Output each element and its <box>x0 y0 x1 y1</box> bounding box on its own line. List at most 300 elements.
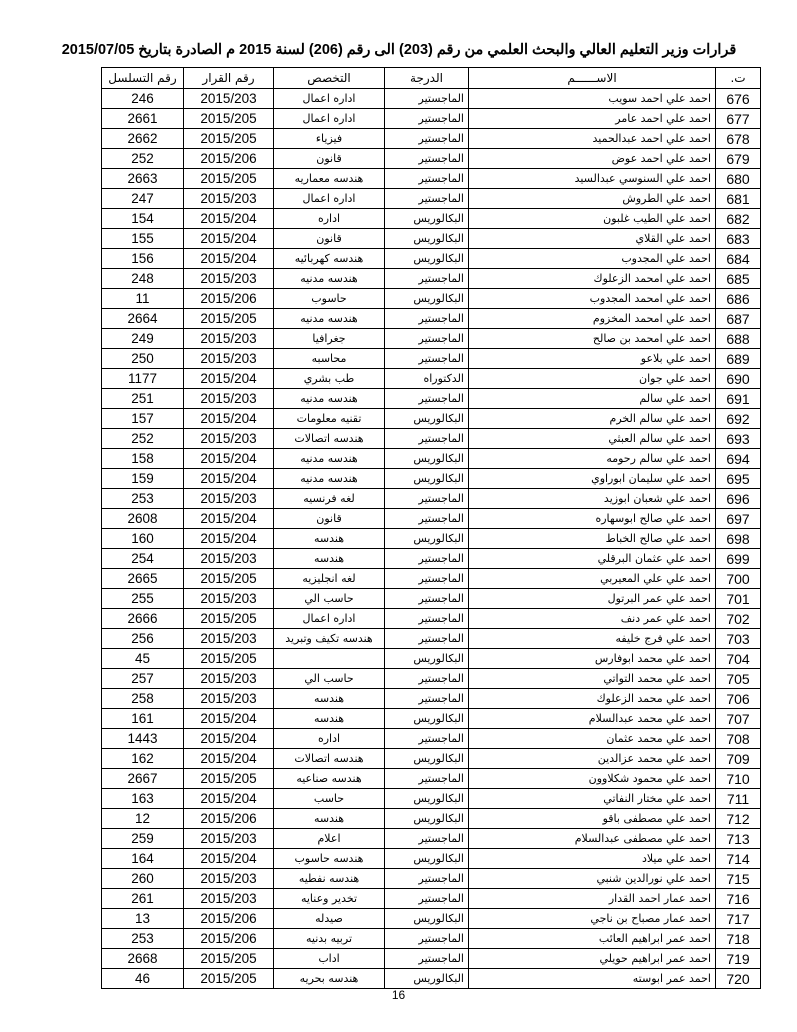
row-degree: الماجستير <box>385 129 469 149</box>
row-specialization: حاسب الي <box>274 669 385 689</box>
row-degree: البكالوريس <box>385 249 469 269</box>
row-serial: 1177 <box>102 369 184 389</box>
row-specialization: تربيه بدنيه <box>274 929 385 949</box>
row-serial: 260 <box>102 869 184 889</box>
row-degree: الماجستير <box>385 169 469 189</box>
table-row <box>102 409 761 429</box>
row-degree: البكالوريس <box>385 289 469 309</box>
row-specialization: حاسوب <box>274 289 385 309</box>
row-serial: 2664 <box>102 309 184 329</box>
row-decision: 2015/203 <box>184 389 274 409</box>
row-specialization: قانون <box>274 509 385 529</box>
row-decision: 2015/204 <box>184 749 274 769</box>
row-degree: البكالوريس <box>385 529 469 549</box>
row-num: 689 <box>716 349 761 369</box>
table-row <box>102 389 761 409</box>
table-row <box>102 149 761 169</box>
row-name: احمد عمر ابراهيم حويلي <box>469 949 716 969</box>
row-degree: البكالوريس <box>385 649 469 669</box>
row-name: احمد علي محمد عزالدين <box>469 749 716 769</box>
row-degree: الماجستير <box>385 689 469 709</box>
row-decision: 2015/204 <box>184 469 274 489</box>
header-serial: رقم التسلسل <box>102 68 184 89</box>
table-row <box>102 549 761 569</box>
row-degree: الماجستير <box>385 309 469 329</box>
table-row <box>102 269 761 289</box>
table-row <box>102 729 761 749</box>
row-name: احمد علي محمد التواتي <box>469 669 716 689</box>
row-specialization: هندسه <box>274 689 385 709</box>
document-title: قرارات وزير التعليم العالي والبحث العلمي من رقم (203) الى رقم (206) لسنة 2015 م الصادرة بتاريخ 2015/07/05 <box>61 42 737 58</box>
row-num: 694 <box>716 449 761 469</box>
row-decision: 2015/204 <box>184 249 274 269</box>
row-name: احمد علي محمد الزعلوك <box>469 689 716 709</box>
row-specialization: هندسه مدنيه <box>274 449 385 469</box>
row-decision: 2015/203 <box>184 589 274 609</box>
row-name: احمد علي محمود شكلاوون <box>469 769 716 789</box>
row-num: 692 <box>716 409 761 429</box>
row-degree: البكالوريس <box>385 209 469 229</box>
row-degree: البكالوريس <box>385 469 469 489</box>
table-row <box>102 209 761 229</box>
row-specialization: قانون <box>274 149 385 169</box>
row-num: 683 <box>716 229 761 249</box>
row-specialization: تقنيه معلومات <box>274 409 385 429</box>
row-name: احمد عمر ابوسته <box>469 969 716 989</box>
table-row <box>102 609 761 629</box>
row-name: احمد علي عثمان البرقلي <box>469 549 716 569</box>
table-row <box>102 789 761 809</box>
row-degree: الماجستير <box>385 389 469 409</box>
row-degree: البكالوريس <box>385 229 469 249</box>
row-serial: 2661 <box>102 109 184 129</box>
row-num: 703 <box>716 629 761 649</box>
row-serial: 154 <box>102 209 184 229</box>
row-name: احمد علي امحمد بن صالح <box>469 329 716 349</box>
row-decision: 2015/204 <box>184 229 274 249</box>
header-specialization: التخصص <box>274 68 385 89</box>
row-serial: 2608 <box>102 509 184 529</box>
table-row <box>102 489 761 509</box>
row-serial: 247 <box>102 189 184 209</box>
table-row <box>102 749 761 769</box>
row-specialization: هندسه <box>274 809 385 829</box>
row-num: 720 <box>716 969 761 989</box>
row-specialization: جغرافيا <box>274 329 385 349</box>
table-row <box>102 189 761 209</box>
row-decision: 2015/205 <box>184 169 274 189</box>
row-name: احمد علي احمد عامر <box>469 109 716 129</box>
row-num: 715 <box>716 869 761 889</box>
row-specialization: اداره اعمال <box>274 609 385 629</box>
row-specialization: هندسه اتصالات <box>274 429 385 449</box>
table-row <box>102 969 761 989</box>
table-row <box>102 869 761 889</box>
table-row <box>102 229 761 249</box>
table-row <box>102 709 761 729</box>
row-decision: 2015/203 <box>184 889 274 909</box>
row-name: احمد علي مصطفى عبدالسلام <box>469 829 716 849</box>
row-specialization: هندسه مدنيه <box>274 309 385 329</box>
row-serial: 12 <box>102 809 184 829</box>
table-row <box>102 889 761 909</box>
header-name: الاســــــم <box>469 68 716 89</box>
row-name: احمد عمر ابراهيم العائب <box>469 929 716 949</box>
row-degree: الماجستير <box>385 929 469 949</box>
header-num: ت. <box>716 68 761 89</box>
row-degree: الماجستير <box>385 589 469 609</box>
row-serial: 163 <box>102 789 184 809</box>
table-row <box>102 349 761 369</box>
table-row <box>102 649 761 669</box>
table-row <box>102 329 761 349</box>
row-num: 701 <box>716 589 761 609</box>
row-decision: 2015/204 <box>184 789 274 809</box>
row-specialization: هندسه بحريه <box>274 969 385 989</box>
row-degree: الماجستير <box>385 629 469 649</box>
row-degree: الماجستير <box>385 149 469 169</box>
row-specialization: قانون <box>274 229 385 249</box>
row-serial: 249 <box>102 329 184 349</box>
row-degree: البكالوريس <box>385 449 469 469</box>
row-decision: 2015/203 <box>184 549 274 569</box>
row-decision: 2015/204 <box>184 409 274 429</box>
row-degree: الماجستير <box>385 569 469 589</box>
row-name: احمد علي عمر دنف <box>469 609 716 629</box>
row-num: 705 <box>716 669 761 689</box>
row-serial: 156 <box>102 249 184 269</box>
table-row <box>102 109 761 129</box>
row-degree: البكالوريس <box>385 709 469 729</box>
row-num: 700 <box>716 569 761 589</box>
row-serial: 2665 <box>102 569 184 589</box>
row-decision: 2015/205 <box>184 609 274 629</box>
row-specialization: اداره اعمال <box>274 189 385 209</box>
row-num: 719 <box>716 949 761 969</box>
row-decision: 2015/203 <box>184 429 274 449</box>
table-row <box>102 689 761 709</box>
row-decision: 2015/205 <box>184 569 274 589</box>
row-num: 685 <box>716 269 761 289</box>
row-num: 717 <box>716 909 761 929</box>
row-decision: 2015/203 <box>184 89 274 109</box>
row-serial: 255 <box>102 589 184 609</box>
row-specialization: اداره اعمال <box>274 109 385 129</box>
table-row <box>102 589 761 609</box>
row-num: 716 <box>716 889 761 909</box>
row-name: احمد علي جوان <box>469 369 716 389</box>
row-serial: 256 <box>102 629 184 649</box>
row-num: 690 <box>716 369 761 389</box>
row-decision: 2015/204 <box>184 849 274 869</box>
row-name: احمد عمار مصباح بن ناجي <box>469 909 716 929</box>
row-decision: 2015/205 <box>184 109 274 129</box>
row-degree: الماجستير <box>385 109 469 129</box>
row-num: 686 <box>716 289 761 309</box>
row-serial: 157 <box>102 409 184 429</box>
row-degree: الماجستير <box>385 489 469 509</box>
row-decision: 2015/204 <box>184 509 274 529</box>
row-decision: 2015/204 <box>184 449 274 469</box>
table-row <box>102 89 761 109</box>
row-degree: البكالوريس <box>385 749 469 769</box>
row-degree: الماجستير <box>385 189 469 209</box>
row-specialization: محاسبه <box>274 349 385 369</box>
table-row <box>102 929 761 949</box>
table-row <box>102 309 761 329</box>
table-row <box>102 169 761 189</box>
row-num: 677 <box>716 109 761 129</box>
row-serial: 11 <box>102 289 184 309</box>
table-row <box>102 769 761 789</box>
row-degree: الماجستير <box>385 349 469 369</box>
row-decision: 2015/203 <box>184 669 274 689</box>
row-num: 718 <box>716 929 761 949</box>
row-name: احمد علي السنوسي عبدالسيد <box>469 169 716 189</box>
row-specialization: هندسه كهربائيه <box>274 249 385 269</box>
row-num: 699 <box>716 549 761 569</box>
row-degree: الماجستير <box>385 329 469 349</box>
row-decision: 2015/205 <box>184 949 274 969</box>
table-row <box>102 369 761 389</box>
row-name: احمد عمار احمد القدار <box>469 889 716 909</box>
row-num: 713 <box>716 829 761 849</box>
row-decision: 2015/203 <box>184 329 274 349</box>
row-num: 707 <box>716 709 761 729</box>
row-degree: الماجستير <box>385 889 469 909</box>
row-num: 710 <box>716 769 761 789</box>
row-decision: 2015/205 <box>184 769 274 789</box>
row-serial: 161 <box>102 709 184 729</box>
row-num: 680 <box>716 169 761 189</box>
row-decision: 2015/206 <box>184 809 274 829</box>
row-specialization: اداب <box>274 949 385 969</box>
row-serial: 2663 <box>102 169 184 189</box>
row-name: احمد علي محمد عثمان <box>469 729 716 749</box>
table-row <box>102 469 761 489</box>
row-num: 688 <box>716 329 761 349</box>
row-degree: الماجستير <box>385 829 469 849</box>
row-decision: 2015/206 <box>184 929 274 949</box>
row-degree: البكالوريس <box>385 409 469 429</box>
row-specialization: اعلام <box>274 829 385 849</box>
row-name: احمد علي علي المعيربي <box>469 569 716 589</box>
row-num: 706 <box>716 689 761 709</box>
row-name: احمد علي امحمد المخزوم <box>469 309 716 329</box>
header-decision: رقم القرار <box>184 68 274 89</box>
row-serial: 45 <box>102 649 184 669</box>
row-specialization: هندسه نفطيه <box>274 869 385 889</box>
table-row <box>102 569 761 589</box>
row-degree: الماجستير <box>385 89 469 109</box>
row-name: احمد علي سالم رحومه <box>469 449 716 469</box>
row-decision: 2015/203 <box>184 629 274 649</box>
row-serial: 252 <box>102 149 184 169</box>
row-name: احمد علي ميلاد <box>469 849 716 869</box>
row-name: احمد علي القلاي <box>469 229 716 249</box>
table-row <box>102 949 761 969</box>
row-num: 704 <box>716 649 761 669</box>
row-serial: 257 <box>102 669 184 689</box>
row-num: 676 <box>716 89 761 109</box>
row-decision: 2015/203 <box>184 189 274 209</box>
row-decision: 2015/203 <box>184 489 274 509</box>
row-num: 711 <box>716 789 761 809</box>
row-decision: 2015/204 <box>184 729 274 749</box>
row-serial: 1443 <box>102 729 184 749</box>
row-degree: الماجستير <box>385 269 469 289</box>
row-name: احمد علي الطروش <box>469 189 716 209</box>
row-specialization: صيدله <box>274 909 385 929</box>
row-serial: 252 <box>102 429 184 449</box>
row-decision: 2015/206 <box>184 909 274 929</box>
row-degree: الدكتوراه <box>385 369 469 389</box>
row-serial: 251 <box>102 389 184 409</box>
row-specialization: هندسه <box>274 529 385 549</box>
row-name: احمد علي فرج خليفه <box>469 629 716 649</box>
row-specialization: فيزياء <box>274 129 385 149</box>
row-decision: 2015/205 <box>184 129 274 149</box>
row-num: 698 <box>716 529 761 549</box>
row-serial: 2662 <box>102 129 184 149</box>
row-num: 702 <box>716 609 761 629</box>
row-name: احمد علي نورالدين شنبي <box>469 869 716 889</box>
row-num: 714 <box>716 849 761 869</box>
row-num: 678 <box>716 129 761 149</box>
row-num: 681 <box>716 189 761 209</box>
row-degree: الماجستير <box>385 729 469 749</box>
row-serial: 246 <box>102 89 184 109</box>
table-row <box>102 809 761 829</box>
decisions-table <box>101 67 761 989</box>
row-serial: 164 <box>102 849 184 869</box>
row-specialization: هندسه مدنيه <box>274 389 385 409</box>
page-number: 16 <box>391 988 406 1002</box>
row-specialization: حاسب <box>274 789 385 809</box>
table-row <box>102 289 761 309</box>
row-name: احمد علي محمد ابوفارس <box>469 649 716 669</box>
row-name: احمد علي محمد عبدالسلام <box>469 709 716 729</box>
row-specialization: اداره <box>274 729 385 749</box>
table-row <box>102 449 761 469</box>
row-decision: 2015/204 <box>184 709 274 729</box>
row-decision: 2015/203 <box>184 869 274 889</box>
row-num: 695 <box>716 469 761 489</box>
row-decision: 2015/203 <box>184 269 274 289</box>
row-num: 679 <box>716 149 761 169</box>
row-specialization: هندسه معماريه <box>274 169 385 189</box>
table-row <box>102 829 761 849</box>
row-specialization: هندسه مدنيه <box>274 469 385 489</box>
row-name: احمد علي امحمد الزعلوك <box>469 269 716 289</box>
row-specialization <box>274 649 385 669</box>
row-specialization: لغه فرنسيه <box>274 489 385 509</box>
row-specialization: طب بشري <box>274 369 385 389</box>
row-name: احمد علي بلاعو <box>469 349 716 369</box>
row-specialization: اداره اعمال <box>274 89 385 109</box>
row-decision: 2015/203 <box>184 829 274 849</box>
row-decision: 2015/206 <box>184 289 274 309</box>
row-decision: 2015/204 <box>184 529 274 549</box>
row-num: 696 <box>716 489 761 509</box>
row-specialization: هندسه حاسوب <box>274 849 385 869</box>
row-serial: 13 <box>102 909 184 929</box>
row-specialization: لغه انجليزيه <box>274 569 385 589</box>
row-serial: 250 <box>102 349 184 369</box>
row-specialization: حاسب الي <box>274 589 385 609</box>
row-decision: 2015/203 <box>184 349 274 369</box>
row-serial: 162 <box>102 749 184 769</box>
row-name: احمد علي المجدوب <box>469 249 716 269</box>
row-serial: 46 <box>102 969 184 989</box>
row-specialization: تخدير وعنايه <box>274 889 385 909</box>
row-serial: 261 <box>102 889 184 909</box>
row-num: 693 <box>716 429 761 449</box>
row-degree: الماجستير <box>385 429 469 449</box>
row-specialization: اداره <box>274 209 385 229</box>
row-name: احمد علي امحمد المجدوب <box>469 289 716 309</box>
table-row <box>102 849 761 869</box>
row-degree: البكالوريس <box>385 969 469 989</box>
table-row <box>102 509 761 529</box>
row-name: احمد علي صالح ابوسهاره <box>469 509 716 529</box>
row-serial: 160 <box>102 529 184 549</box>
row-decision: 2015/204 <box>184 209 274 229</box>
row-degree: البكالوريس <box>385 909 469 929</box>
row-specialization: هندسه تكيف وتبريد <box>274 629 385 649</box>
row-degree: الماجستير <box>385 869 469 889</box>
row-degree: الماجستير <box>385 769 469 789</box>
row-decision: 2015/205 <box>184 309 274 329</box>
row-serial: 254 <box>102 549 184 569</box>
row-serial: 158 <box>102 449 184 469</box>
row-num: 712 <box>716 809 761 829</box>
header-degree: الدرجة <box>385 68 469 89</box>
row-num: 684 <box>716 249 761 269</box>
row-num: 709 <box>716 749 761 769</box>
row-degree: البكالوريس <box>385 849 469 869</box>
row-decision: 2015/205 <box>184 649 274 669</box>
row-serial: 2666 <box>102 609 184 629</box>
row-name: احمد علي شعبان ابوزيد <box>469 489 716 509</box>
table-row <box>102 129 761 149</box>
row-decision: 2015/203 <box>184 689 274 709</box>
row-name: احمد علي الطيب غلبون <box>469 209 716 229</box>
row-name: احمد علي صالح الخباط <box>469 529 716 549</box>
row-name: احمد علي مصطفى باقو <box>469 809 716 829</box>
table-row <box>102 249 761 269</box>
row-specialization: هندسه صناعيه <box>274 769 385 789</box>
row-degree: البكالوريس <box>385 789 469 809</box>
row-serial: 253 <box>102 489 184 509</box>
row-specialization: هندسه مدنيه <box>274 269 385 289</box>
row-degree: الماجستير <box>385 949 469 969</box>
row-num: 687 <box>716 309 761 329</box>
row-serial: 159 <box>102 469 184 489</box>
row-serial: 259 <box>102 829 184 849</box>
table-header-row <box>102 68 761 89</box>
row-serial: 2668 <box>102 949 184 969</box>
row-serial: 155 <box>102 229 184 249</box>
row-name: احمد علي احمد عبدالحميد <box>469 129 716 149</box>
row-num: 682 <box>716 209 761 229</box>
row-specialization: هندسه <box>274 549 385 569</box>
table-row <box>102 669 761 689</box>
row-degree: الماجستير <box>385 609 469 629</box>
row-decision: 2015/204 <box>184 369 274 389</box>
row-num: 691 <box>716 389 761 409</box>
row-name: احمد علي سالم الخرم <box>469 409 716 429</box>
